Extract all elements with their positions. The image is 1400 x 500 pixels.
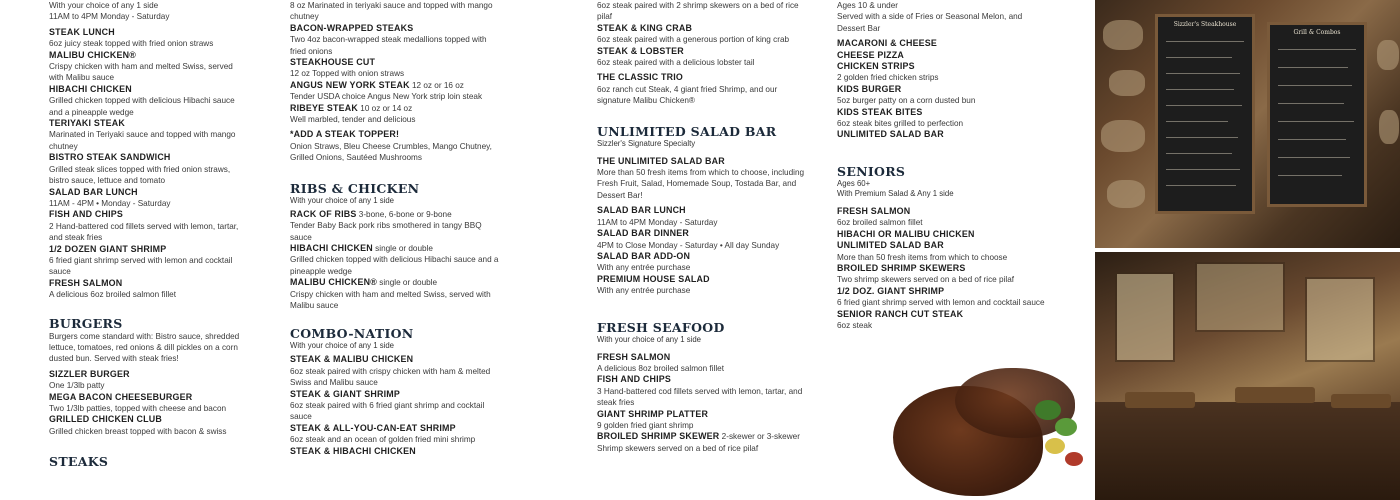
menu-item-desc: 6 fried giant shrimp served with lemon and cocktail sauce xyxy=(837,298,1045,308)
salad-bar-lunch-title: SALAD BAR LUNCH xyxy=(49,186,138,197)
menu-item-desc: With any entrée purchase xyxy=(597,263,691,273)
menu-item-desc: With any entrée purchase xyxy=(597,286,691,296)
angus-title: ANGUS NEW YORK STEAK xyxy=(290,79,410,90)
marinated-desc: 8 oz Marinated in teriyaki sauce and topped with mango chutney xyxy=(290,1,493,22)
steak-lunch-title: STEAK LUNCH xyxy=(49,26,115,37)
menu-item-desc: Crispy chicken with ham and melted Swiss, served with Malibu sauce xyxy=(49,62,233,83)
menu-item-desc: Two shrimp skewers served on a bed of rice pilaf xyxy=(837,275,1015,285)
menu-item-name: THE CLASSIC TRIO xyxy=(597,72,684,83)
menu-item-name: CHICKEN STRIPS xyxy=(837,61,915,72)
menu-item-desc: 6oz steak bites grilled to perfection xyxy=(837,119,964,129)
fresh-salmon-desc: A delicious 6oz broiled salmon fillet xyxy=(49,290,176,300)
menu-item-name: FISH AND CHIPS xyxy=(597,374,671,385)
combo-heading: COMBO-NATION xyxy=(290,326,414,342)
restaurant-interior-photo xyxy=(1095,252,1400,500)
unlimited-salad-heading: UNLIMITED SALAD BAR xyxy=(597,123,777,139)
kids-ages: Ages 10 & under xyxy=(837,1,898,10)
bacon-wrapped-title: BACON-WRAPPED STEAKS xyxy=(290,22,414,33)
menu-item-name: PREMIUM HOUSE SALAD xyxy=(597,273,710,284)
menu-item-name: MACARONI & CHEESE xyxy=(837,38,938,49)
hibachi-size: single or double xyxy=(375,243,433,253)
burgers-heading: BURGERS xyxy=(49,315,123,331)
menu-item-name: BROILED SHRIMP SKEWER xyxy=(597,431,720,442)
ribeye-desc: Well marbled, tender and delicious xyxy=(290,115,416,125)
menu-item-name: STEAK & ALL-YOU-CAN-EAT SHRIMP xyxy=(290,422,456,433)
combo-sub: With your choice of any 1 side xyxy=(290,341,395,351)
fresh-seafood-sub: With your choice of any 1 side xyxy=(597,334,702,344)
menu-item-desc: 5oz burger patty on a corn dusted bun xyxy=(837,96,976,106)
steak-lunch-desc: 6oz juicy steak topped with fried onion straws xyxy=(49,39,214,49)
kids-served-with: Served with a side of Fries or Seasonal Melon, and Dessert Bar xyxy=(837,12,1023,33)
intro-line: With your choice of any 1 side xyxy=(49,1,159,10)
rack-ribs-title: RACK OF RIBS xyxy=(290,208,357,219)
rack-ribs-desc: Tender Baby Back pork ribs smothered in tangy BBQ sauce xyxy=(290,221,482,242)
menu-item-desc: 6oz ranch cut Steak, 4 giant fried Shrimp, and our signature Malibu Chicken® xyxy=(597,84,778,106)
menu-column-2 xyxy=(290,0,500,500)
menu-item-name: STEAK & KING CRAB xyxy=(597,22,693,33)
menu-board-title: Sizzler's Steakhouse xyxy=(1173,21,1237,28)
menu-item-size: 2-skewer or 3-skewer xyxy=(721,432,800,442)
steakhouse-cut-title: STEAKHOUSE CUT xyxy=(290,57,376,68)
menu-item-desc: 6oz steak paired with crispy chicken with ham & melted Swiss and Malibu sauce xyxy=(290,366,491,388)
menu-item-desc: One 1/3lb patty xyxy=(49,381,105,391)
dozen-shrimp-desc: 6 fried giant shrimp served with lemon and cocktail sauce xyxy=(49,255,233,277)
menu-item-name: BISTRO STEAK SANDWICH xyxy=(49,152,171,163)
menu-item-name: STEAK & HIBACHI CHICKEN xyxy=(290,445,416,456)
seniors-heading: SENIORS xyxy=(837,163,906,179)
menu-item-desc: More than 50 fresh items from which to choose, including Fresh Fruit, Salad, Homemade Soup, Tostada Bar, and Dessert Bar! xyxy=(597,168,805,200)
menu-item-name: CHEESE PIZZA xyxy=(837,49,904,60)
menu-item-name: KIDS STEAK BITES xyxy=(837,106,923,117)
angus-desc: Tender USDA choice Angus New York strip loin steak xyxy=(290,92,483,102)
steak-topper-title: *ADD A STEAK TOPPER! xyxy=(290,129,400,140)
menu-item-desc: Two 1/3lb patties, topped with cheese and bacon xyxy=(49,404,227,413)
malibu-size: single or double xyxy=(379,278,438,288)
menu-item-desc: Grilled chicken topped with delicious Hibachi sauce and a pineapple wedge xyxy=(49,96,235,117)
menu-item-desc: 6oz steak paired with a generous portion of king crab xyxy=(597,35,790,45)
menu-item-desc: 6oz steak and an ocean of golden fried mini shrimp xyxy=(290,435,476,445)
menu-item-desc: Grilled chicken breast topped with bacon & swiss xyxy=(49,426,227,436)
fresh-seafood-heading: FRESH SEAFOOD xyxy=(597,319,725,335)
menu-item-desc: A delicious 8oz broiled salmon fillet xyxy=(597,363,724,373)
restaurant-menu-board-photo xyxy=(1095,0,1400,248)
menu-item-name: BROILED SHRIMP SKEWERS xyxy=(837,262,966,273)
menu-item-name: STEAK & LOBSTER xyxy=(597,45,684,56)
malibu-title: MALIBU CHICKEN® xyxy=(290,277,377,288)
menu-item-name: TERIYAKI STEAK xyxy=(49,118,125,129)
menu-item-name: UNLIMITED SALAD BAR xyxy=(837,240,944,251)
ribs-chicken-sub: With your choice of any 1 side xyxy=(290,195,395,205)
menu-item-desc: Shrimp skewers served on a bed of rice pilaf xyxy=(597,443,759,453)
menu-item-desc: 9 golden fried giant shrimp xyxy=(597,420,694,430)
ribs-chicken-heading: RIBS & CHICKEN xyxy=(290,180,420,196)
menu-item-desc: 11AM to 4PM Monday - Saturday xyxy=(597,217,718,227)
fresh-salmon-title: FRESH SALMON xyxy=(49,277,123,288)
unlimited-salad-sub: Sizzler's Signature Specialty xyxy=(597,138,696,148)
fish-chips-desc: 2 Hand-battered cod fillets served with lemon, tartar, and steak fries xyxy=(49,221,239,243)
menu-item-name: MALIBU CHICKEN® xyxy=(49,49,136,60)
menu-item-desc: 6oz steak paired with a delicious lobster tail xyxy=(597,58,755,68)
burgers-desc: Burgers come standard with: Bistro sauce, shredded lettuce, tomatoes, red onions & dill pickles on a corn dusted bun. Served with steak fries! xyxy=(49,331,240,364)
hibachi-title: HIBACHI CHICKEN xyxy=(290,242,373,253)
menu-item-name: SALAD BAR DINNER xyxy=(597,228,689,239)
fish-chips-title: FISH AND CHIPS xyxy=(49,209,123,220)
intro-hours: 11AM to 4PM Monday - Saturday xyxy=(49,12,170,22)
menu-item-desc: 6oz steak paired with 2 shrimp skewers on a bed of rice pilaf xyxy=(597,1,799,22)
menu-item-desc: 3 Hand-battered cod fillets served with lemon, tartar, and steak fries xyxy=(597,386,803,408)
bacon-wrapped-desc: Two 4oz bacon-wrapped steak medallions topped with fried onions xyxy=(290,35,487,56)
menu-item-name: 1/2 DOZ. GIANT SHRIMP xyxy=(837,285,945,296)
menu-item-name: SALAD BAR LUNCH xyxy=(597,205,686,216)
menu-item-name: UNLIMITED SALAD BAR xyxy=(837,129,944,140)
rack-ribs-size: 3-bone, 6-bone or 9-bone xyxy=(358,209,452,219)
menu-column-1 xyxy=(49,0,249,500)
menu-item-name: SIZZLER BURGER xyxy=(49,368,130,379)
seniors-ages: Ages 60+ xyxy=(837,178,871,188)
menu-item-name: FRESH SALMON xyxy=(597,351,671,362)
ribeye-title: RIBEYE STEAK xyxy=(290,102,358,113)
menu-item-desc: Marinated in Teriyaki sauce and topped with mango chutney xyxy=(49,130,236,151)
menu-item-name: GIANT SHRIMP PLATTER xyxy=(597,408,709,419)
steak-plate-photo xyxy=(885,360,1095,500)
menu-item-name: HIBACHI OR MALIBU CHICKEN xyxy=(837,228,975,239)
steakhouse-cut-desc: 12 oz Topped with onion straws xyxy=(290,69,405,79)
ribeye-size: 10 oz or 14 oz xyxy=(360,103,413,113)
salad-bar-lunch-desc: 11AM - 4PM • Monday - Saturday xyxy=(49,198,171,208)
menu-item-name: MEGA BACON CHEESEBURGER xyxy=(49,391,193,402)
menu-board-title-2: Grill & Combos xyxy=(1293,29,1341,36)
menu-item-name: SENIOR RANCH CUT STEAK xyxy=(837,308,964,319)
steak-topper-desc: Onion Straws, Bleu Cheese Crumbles, Mango Chutney, Grilled Onions, Sautéed Mushrooms xyxy=(290,141,492,163)
menu-item-name: KIDS BURGER xyxy=(837,83,902,94)
hibachi-desc: Grilled chicken topped with delicious Hibachi sauce and a pineapple wedge xyxy=(290,255,499,276)
menu-item-desc: More than 50 fresh items from which to choose xyxy=(837,252,1008,262)
menu-item-name: STEAK & MALIBU CHICKEN xyxy=(290,354,414,365)
menu-item-name: GRILLED CHICKEN CLUB xyxy=(49,414,162,425)
menu-item-name: THE UNLIMITED SALAD BAR xyxy=(597,155,725,166)
menu-item-name: FRESH SALMON xyxy=(837,205,911,216)
menu-item-desc: 4PM to Close Monday - Saturday • All day Sunday xyxy=(597,240,780,250)
malibu-desc: Crispy chicken with ham and melted Swiss, served with Malibu sauce xyxy=(290,289,491,310)
menu-item-desc: 6oz steak xyxy=(837,320,873,330)
menu-item-desc: 2 golden fried chicken strips xyxy=(837,73,939,83)
steaks-heading: STEAKS xyxy=(49,454,109,470)
menu-item-desc: Grilled steak slices topped with fried onion straws, bistro sauce, lettuce and tomato xyxy=(49,164,231,186)
angus-size: 12 oz or 16 oz xyxy=(412,80,464,90)
menu-item-desc: 6oz broiled salmon fillet xyxy=(837,218,923,228)
menu-item-name: HIBACHI CHICKEN xyxy=(49,83,132,94)
menu-column-3 xyxy=(597,0,812,500)
menu-item-name: SALAD BAR ADD-ON xyxy=(597,250,691,261)
dozen-shrimp-title: 1/2 DOZEN GIANT SHRIMP xyxy=(49,243,167,254)
menu-item-desc: 6oz steak paired with 6 fried giant shrimp and cocktail sauce xyxy=(290,400,485,422)
seniors-with: With Premium Salad & Any 1 side xyxy=(837,188,954,198)
menu-item-name: STEAK & GIANT SHRIMP xyxy=(290,388,401,399)
